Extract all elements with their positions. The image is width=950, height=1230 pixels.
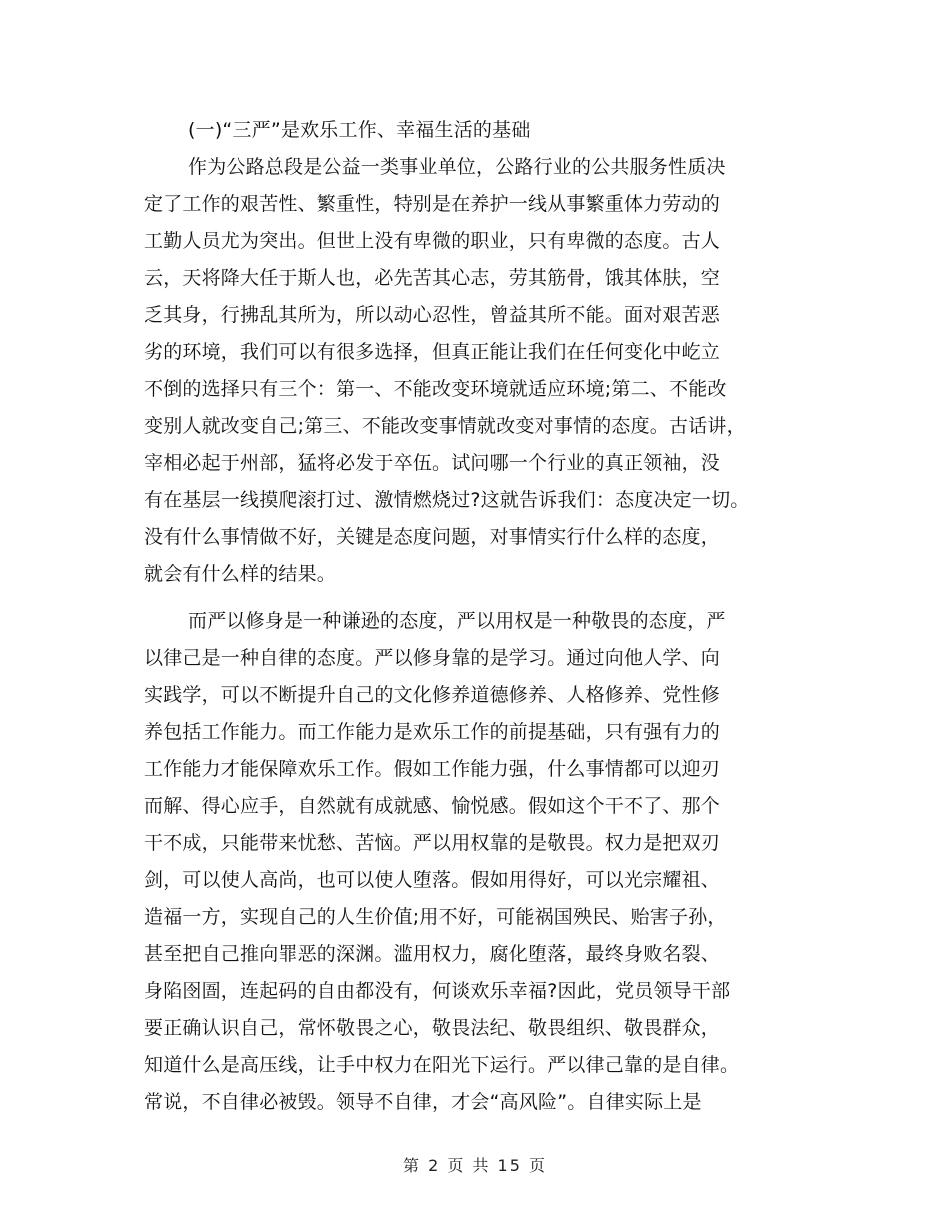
text-line: 劣的环境，我们可以有很多选择，但真正能让我们在任何变化中屹立 (144, 341, 721, 363)
text-line: 作为公路总段是公益一类事业单位，公路行业的公共服务性质决 (188, 156, 726, 178)
text-line: 以律己是一种自律的态度。严以修身靠的是学习。通过向他人学、向 (144, 647, 721, 669)
text-line: 知道什么是高压线，让手中权力在阳光下运行。严以律己靠的是自律。 (144, 1054, 740, 1076)
text-line: 而解、得心应手，自然就有成就感、愉悦感。假如这个干不了、那个 (144, 795, 721, 817)
text-line: 剑，可以使人高尚，也可以使人堕落。假如用得好，可以光宗耀祖、 (144, 869, 721, 891)
text-line: 定了工作的艰苦性、繁重性，特别是在养护一线从事繁重体力劳动的 (144, 193, 721, 215)
text-line: 宰相必起于州部，猛将必发于卒伍。试问哪一个行业的真正领袖，没 (144, 452, 721, 474)
text-line: 甚至把自己推向罪恶的深渊。滥用权力，腐化堕落，最终身败名裂、 (144, 943, 721, 965)
text-line: 养包括工作能力。而工作能力是欢乐工作的前提基础，只有强有力的 (144, 721, 721, 743)
text-line: 要正确认识自己，常怀敬畏之心，敬畏法纪、敬畏组织、敬畏群众， (144, 1017, 721, 1039)
text-line: 有在基层一线摸爬滚打过、激情燃烧过?这就告诉我们：态度决定一切。 (144, 489, 750, 511)
text-line: 变别人就改变自己;第三、不能改变事情就改变对事情的态度。古话讲， (144, 415, 746, 437)
paragraph-1 (144, 149, 824, 593)
text-line: 实践学，可以不断提升自己的文化修养道德修养、人格修养、党性修 (144, 684, 721, 706)
page-number-footer: 第 2 页 共 15 页 (403, 1156, 547, 1175)
text-line: 就会有什么样的结果。 (144, 563, 337, 585)
text-line: 造福一方，实现自己的人生价值;用不好，可能祸国殃民、贻害子孙， (144, 906, 727, 928)
document-body (144, 112, 824, 1121)
text-line: 乏其身，行拂乱其所为，所以动心忍性，曾益其所不能。面对艰苦恶 (144, 304, 721, 326)
paragraph-2 (144, 603, 824, 1121)
text-line: 云，天将降大任于斯人也，必先苦其心志，劳其筋骨，饿其体肤，空 (144, 267, 721, 289)
text-line: 干不成，只能带来忧愁、苦恼。严以用权靠的是敬畏。权力是把双刃 (144, 832, 721, 854)
text-line: 身陷囹圄，连起码的自由都没有，何谈欢乐幸福?因此，党员领导干部 (144, 980, 731, 1002)
text-line: 不倒的选择只有三个：第一、不能改变环境就适应环境;第二、不能改 (144, 378, 727, 400)
text-line: 工勤人员尤为突出。但世上没有卑微的职业，只有卑微的态度。古人 (144, 230, 721, 252)
text-line: 没有什么事情做不好，关键是态度问题，对事情实行什么样的态度， (144, 526, 721, 548)
text-line: 工作能力才能保障欢乐工作。假如工作能力强，什么事情都可以迎刃 (144, 758, 721, 780)
text-line: 而严以修身是一种谦逊的态度，严以用权是一种敬畏的态度，严 (188, 610, 726, 632)
text-line: 常说，不自律必被毁。领导不自律，才会“高风险”。自律实际上是 (144, 1091, 702, 1113)
section-heading: (一)“三严”是欢乐工作、幸福生活的基础 (188, 119, 531, 141)
